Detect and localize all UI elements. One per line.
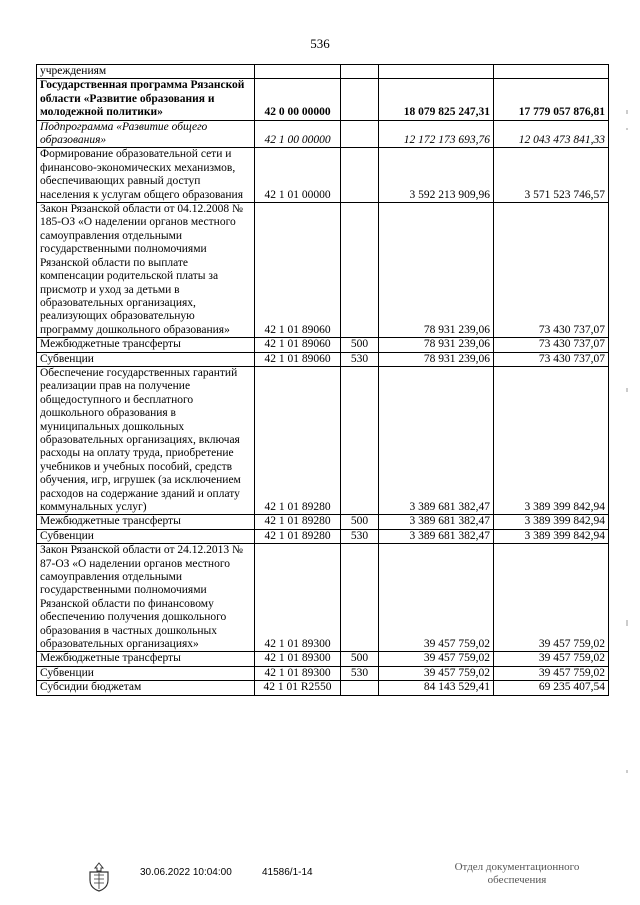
table-row — [37, 79, 609, 120]
row-code: 42 1 01 89280 — [255, 366, 341, 514]
row-name: Государственная программа Рязанской области «Развитие образования и молодежной политики» — [37, 79, 255, 120]
row-amount-year2: 39 457 759,02 — [494, 666, 609, 680]
row-code — [255, 65, 341, 79]
row-amount-year2: 73 430 737,07 — [494, 203, 609, 338]
footer-datetime: 30.06.2022 10:04:00 — [140, 867, 232, 878]
row-amount-year1: 84 143 529,41 — [379, 681, 494, 695]
row-expense-type: 500 — [341, 652, 379, 666]
row-amount-year2: 69 235 407,54 — [494, 681, 609, 695]
row-expense-type — [341, 366, 379, 514]
table-row — [37, 120, 609, 148]
row-code: 42 1 01 89060 — [255, 203, 341, 338]
table-row — [37, 203, 609, 338]
row-expense-type — [341, 203, 379, 338]
page-number: 536 — [310, 36, 330, 51]
row-amount-year1 — [379, 65, 494, 79]
row-name: Закон Рязанской области от 24.12.2013 № 87-ОЗ «О наделении органов местного самоуправления отдельными государственными полномочиями Рязанской области по финансовому обеспечению получения дошкольного образования в частных дошкольных образовательных организациях» — [37, 544, 255, 652]
budget-table — [36, 64, 609, 696]
row-amount-year1: 78 931 239,06 — [379, 338, 494, 352]
row-amount-year2: 3 389 399 842,94 — [494, 529, 609, 543]
row-amount-year2: 17 779 057 876,81 — [494, 79, 609, 120]
row-expense-type — [341, 544, 379, 652]
table-row — [37, 529, 609, 543]
row-amount-year1: 78 931 239,06 — [379, 352, 494, 366]
table-row — [37, 515, 609, 529]
row-amount-year2: 3 389 399 842,94 — [494, 515, 609, 529]
row-name: Межбюджетные трансферты — [37, 652, 255, 666]
budget-table-body — [37, 65, 609, 696]
document-footer — [0, 860, 640, 900]
row-expense-type: 500 — [341, 515, 379, 529]
row-amount-year1: 3 389 681 382,47 — [379, 529, 494, 543]
row-name: Межбюджетные трансферты — [37, 338, 255, 352]
row-expense-type — [341, 120, 379, 148]
table-row — [37, 352, 609, 366]
row-name: Субвенции — [37, 352, 255, 366]
row-name: Закон Рязанской области от 04.12.2008 № 185-ОЗ «О наделении органов местного самоуправления отдельными государственными полномочиями Рязанской области по выплате компенсации родительской платы за присмотр и уход за детьми в образовательных организациях, реализующих образовательную программу дошкольного образования» — [37, 203, 255, 338]
table-row — [37, 148, 609, 203]
row-amount-year2: 73 430 737,07 — [494, 352, 609, 366]
row-amount-year2 — [494, 65, 609, 79]
row-name: Субвенции — [37, 666, 255, 680]
row-name: Субвенции — [37, 529, 255, 543]
row-expense-type: 530 — [341, 666, 379, 680]
row-name: Межбюджетные трансферты — [37, 515, 255, 529]
row-code: 42 1 01 89300 — [255, 544, 341, 652]
row-expense-type: 530 — [341, 529, 379, 543]
row-amount-year1: 3 389 681 382,47 — [379, 366, 494, 514]
row-amount-year1: 39 457 759,02 — [379, 652, 494, 666]
row-code: 42 1 01 89300 — [255, 652, 341, 666]
footer-department: Отдел документационного обеспечения — [454, 861, 580, 886]
row-name: Формирование образовательной сети и финансово-экономических механизмов, обеспечивающих равный доступ населения к услугам общего образования — [37, 148, 255, 203]
row-expense-type — [341, 65, 379, 79]
row-amount-year1: 3 592 213 909,96 — [379, 148, 494, 203]
row-amount-year2: 39 457 759,02 — [494, 544, 609, 652]
row-amount-year1: 3 389 681 382,47 — [379, 515, 494, 529]
row-code: 42 1 01 00000 — [255, 148, 341, 203]
table-row — [37, 681, 609, 695]
row-amount-year1: 18 079 825 247,31 — [379, 79, 494, 120]
row-amount-year2: 3 389 399 842,94 — [494, 366, 609, 514]
table-row — [37, 544, 609, 652]
table-row — [37, 65, 609, 79]
row-code: 42 1 01 89300 — [255, 666, 341, 680]
row-code: 42 1 01 89280 — [255, 529, 341, 543]
margin-scan-marks — [622, 70, 632, 850]
row-amount-year1: 12 172 173 693,76 — [379, 120, 494, 148]
table-row — [37, 666, 609, 680]
row-expense-type: 530 — [341, 352, 379, 366]
row-code: 42 1 01 89280 — [255, 515, 341, 529]
row-expense-type: 500 — [341, 338, 379, 352]
table-row — [37, 366, 609, 514]
row-amount-year2: 3 571 523 746,57 — [494, 148, 609, 203]
row-name: Обеспечение государственных гарантий реализации прав на получение общедоступного и бесплатного дошкольного образования в муниципальных дошкольных образовательных организациях, включая расходы на оплату труда, приобретение учебников и учебных пособий, средств обучения, игр, игрушек (за исключением расходов на содержание зданий и оплату коммунальных услуг) — [37, 366, 255, 514]
row-code: 42 1 01 89060 — [255, 338, 341, 352]
row-amount-year2: 73 430 737,07 — [494, 338, 609, 352]
row-expense-type — [341, 148, 379, 203]
coat-of-arms-icon — [86, 862, 112, 892]
row-code: 42 0 00 00000 — [255, 79, 341, 120]
row-amount-year1: 39 457 759,02 — [379, 666, 494, 680]
row-code: 42 1 01 89060 — [255, 352, 341, 366]
row-amount-year2: 39 457 759,02 — [494, 652, 609, 666]
row-amount-year2: 12 043 473 841,33 — [494, 120, 609, 148]
row-name: учреждениям — [37, 65, 255, 79]
row-expense-type — [341, 681, 379, 695]
row-code: 42 1 01 R2550 — [255, 681, 341, 695]
footer-registration-number: 41586/1-14 — [262, 867, 313, 878]
row-amount-year1: 78 931 239,06 — [379, 203, 494, 338]
row-name: Субсидии бюджетам — [37, 681, 255, 695]
row-expense-type — [341, 79, 379, 120]
table-row — [37, 338, 609, 352]
row-name: Подпрограмма «Развитие общего образования» — [37, 120, 255, 148]
row-code: 42 1 00 00000 — [255, 120, 341, 148]
table-row — [37, 652, 609, 666]
row-amount-year1: 39 457 759,02 — [379, 544, 494, 652]
